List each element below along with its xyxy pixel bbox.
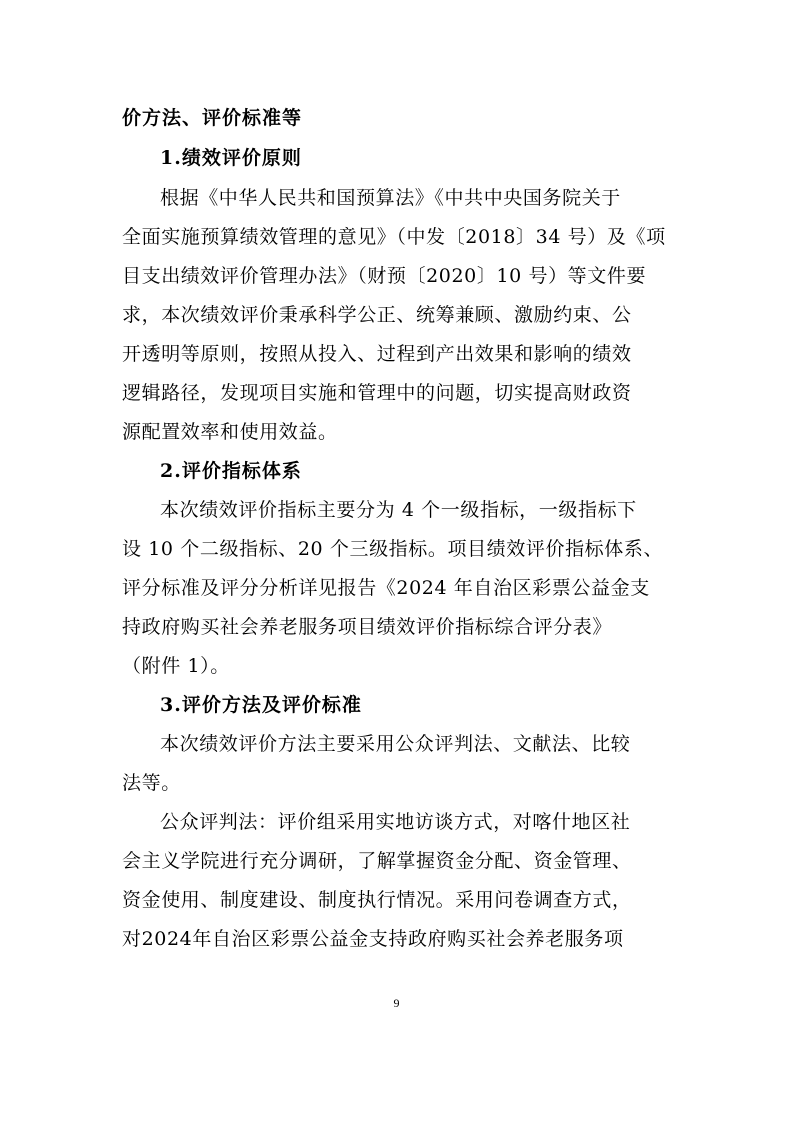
paragraph-line: 本次绩效评价指标主要分为 4 个一级指标，一级指标下 [160,499,637,521]
paragraph-line: 公众评判法：评价组采用实地访谈方式，对喀什地区社 [160,811,631,833]
paragraph-line: 开透明等原则，按照从投入、过程到产出效果和影响的绩效 [122,343,632,365]
section-heading-continued: 价方法、评价标准等 [122,107,303,129]
paragraph-line: 源配置效率和使用效益。 [122,421,338,443]
paragraph-line: 会主义学院进行充分调研，了解掌握资金分配、资金管理、 [122,850,632,872]
subheading-methods-and-standards: 3.评价方法及评价标准 [160,694,362,716]
paragraph-line: 逻辑路径，发现项目实施和管理中的问题，切实提高财政资 [122,382,632,404]
paragraph-line: 对2024年自治区彩票公益金支持政府购买社会养老服务项 [122,928,624,950]
paragraph-line: 资金使用、制度建设、制度执行情况。采用问卷调查方式， [122,889,632,911]
paragraph-line: 持政府购买社会养老服务项目绩效评价指标综合评分表》 [122,616,613,638]
paragraph-line: 法等。 [122,772,181,794]
paragraph-line: 设 10 个二级指标、20 个三级指标。项目绩效评价指标体系、 [122,538,664,560]
paragraph-line: 根据《中华人民共和国预算法》《中共中央国务院关于 [160,187,621,209]
paragraph-line: 目支出绩效评价管理办法》（财预〔2020〕10 号）等文件要 [122,265,647,287]
paragraph-line: 评分标准及评分分析详见报告《2024 年自治区彩票公益金支 [122,577,650,599]
page-number: 9 [393,996,400,1010]
subheading-evaluation-principles: 1.绩效评价原则 [160,147,302,169]
paragraph-line: 本次绩效评价方法主要采用公众评判法、文献法、比较 [160,733,631,755]
paragraph-line: 全面实施预算绩效管理的意见》（中发〔2018〕34 号）及《项 [122,226,666,248]
paragraph-line: 求，本次绩效评价秉承科学公正、统筹兼顾、激励约束、公 [122,304,632,326]
paragraph-line: （附件 1）。 [122,655,230,677]
subheading-indicator-system: 2.评价指标体系 [160,460,302,482]
